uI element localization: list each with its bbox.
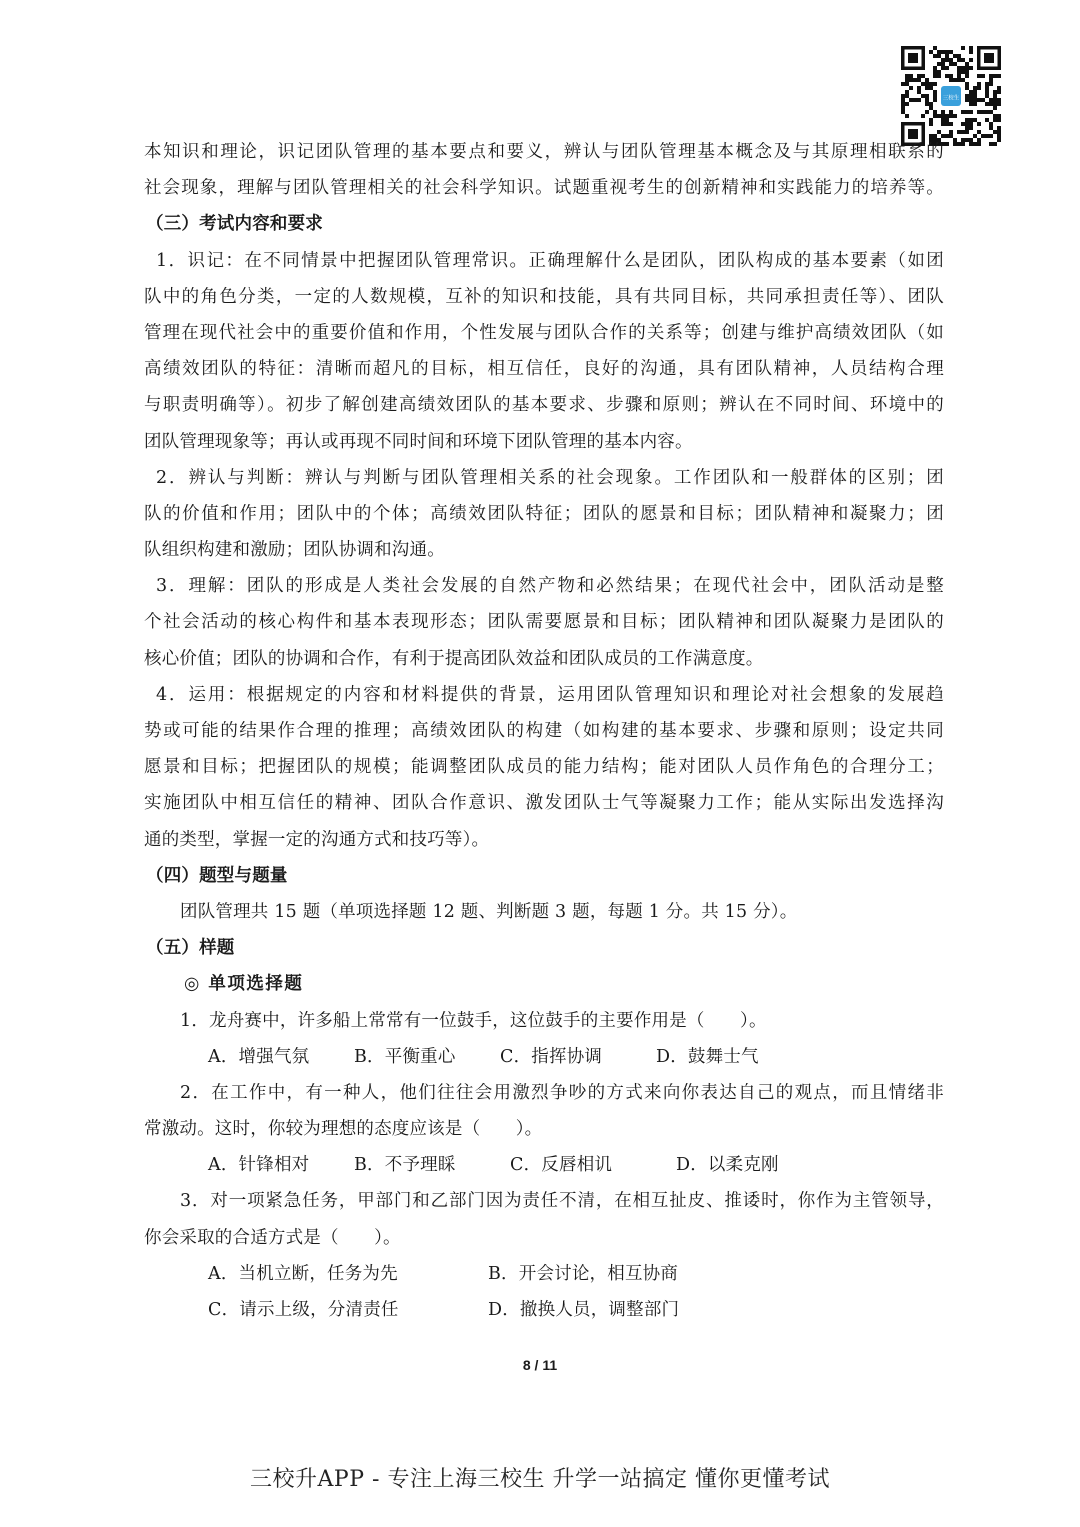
paragraph-line: 队组织构建和激励；团队协调和沟通。	[144, 540, 445, 561]
intro-line: 社会现象，理解与团队管理相关的社会科学知识。试题重视考生的创新精神和实践能力的培养等。	[144, 178, 944, 199]
intro-line: 本知识和理论，识记团队管理的基本要点和要义，辨认与团队管理基本概念及与其原理相联系的	[144, 142, 944, 162]
option-b: B．不予理睬	[354, 1155, 456, 1176]
paragraph-line: 队的价值和作用；团队中的个体；高绩效团队特征；团队的愿景和目标；团队精神和凝聚力；团	[144, 503, 944, 524]
section-4-heading: （四）题型与题量	[146, 865, 288, 886]
page-number: 8 / 11	[522, 1357, 558, 1373]
paragraph-line: 3．理解：团队的形成是人类社会发展的自然产物和必然结果；在现代社会中，团队活动是整	[156, 576, 944, 597]
paragraph-line: 管理在现代社会中的重要价值和作用，个性发展与团队合作的关系等；创建与维护高绩效团队（如	[144, 322, 944, 343]
qr-logo-text: 三校生	[942, 95, 960, 102]
question-1-options	[144, 1039, 944, 1075]
paragraph-line: 1．识记：在不同情景中把握团队管理常识。正确理解什么是团队，团队构成的基本要素（如团	[156, 250, 944, 271]
question-2: 常激动。这时，你较为理想的态度应该是（ ）。	[144, 1119, 543, 1140]
option-a: A．增强气氛	[208, 1046, 310, 1067]
footer-banner: 三校升APP - 专注上海三校生 升学一站搞定 懂你更懂考试	[250, 1467, 830, 1492]
paragraph-line: 个社会活动的核心构件和基本表现形态；团队需要愿景和目标；团队精神和团队凝聚力是团队的	[144, 612, 944, 633]
option-c: C．反唇相讥	[510, 1155, 613, 1176]
option-b: B．开会讨论，相互协商	[488, 1263, 679, 1284]
paragraph-line: 势或可能的结果作合理的推理；高绩效团队的构建（如构建的基本要求、步骤和原则；设定共同	[144, 721, 944, 741]
option-a: A．当机立断，任务为先	[208, 1263, 398, 1284]
question-type-heading: ◎ 单项选择题	[184, 974, 304, 995]
paragraph-line: 实施团队中相互信任的精神、团队合作意识、激发团队士气等凝聚力工作；能从实际出发选择沟	[144, 793, 944, 814]
paragraph-line: 高绩效团队的特征：清晰而超凡的目标，相互信任，良好的沟通，具有团队精神，人员结构合理	[144, 359, 944, 380]
question-3: 3．对一项紧急任务，甲部门和乙部门因为责任不清，在相互扯皮、推诿时，你作为主管领导，	[180, 1191, 944, 1212]
paragraph-line: 2．辨认与判断：辨认与判断与团队管理相关系的社会现象。工作团队和一般群体的区别；团	[156, 467, 944, 488]
section-5-heading: （五）样题	[146, 938, 235, 959]
question-2-options	[144, 1147, 944, 1183]
paragraph-line: 通的类型，掌握一定的沟通方式和技巧等）。	[144, 829, 490, 850]
paragraph-line: 核心价值；团队的协调和合作，有利于提高团队效益和团队成员的工作满意度。	[144, 648, 764, 669]
qr-code[interactable]	[899, 44, 1003, 148]
question-2: 2．在工作中，有一种人，他们往往会用激烈争吵的方式来向你表达自己的观点，而且情绪非	[180, 1082, 944, 1103]
option-d: D．撤换人员，调整部门	[488, 1300, 680, 1320]
option-b: B．平衡重心	[354, 1046, 456, 1067]
option-c: C．请示上级，分清责任	[208, 1300, 399, 1320]
option-d: D．以柔克刚	[676, 1155, 779, 1176]
paragraph-line: 队中的角色分类，一定的人数规模，互补的知识和技能，具有共同目标，共同承担责任等）、团队	[144, 286, 944, 307]
paragraph-line: 4．运用：根据规定的内容和材料提供的背景，运用团队管理知识和理论对社会想象的发展趋	[156, 684, 944, 705]
main-content	[144, 134, 944, 1328]
option-c: C．指挥协调	[500, 1046, 603, 1067]
paragraph-line: 团队管理共 15 题（单项选择题 12 题、判断题 3 题，每题 1 分。共 15 分）。	[180, 901, 798, 922]
paragraph-line: 与职责明确等）。初步了解创建高绩效团队的基本要求、步骤和原则；辨认在不同时间、环境中的	[144, 395, 944, 416]
section-3-heading: （三）考试内容和要求	[146, 214, 323, 235]
paragraph-line: 愿景和目标；把握团队的规模；能调整团队成员的能力结构；能对团队人员作角色的合理分工；	[144, 757, 944, 778]
option-a: A．针锋相对	[208, 1155, 310, 1176]
paragraph-line: 团队管理现象等；再认或再现不同时间和环境下团队管理的基本内容。	[144, 431, 693, 452]
option-d: D．鼓舞士气	[656, 1046, 759, 1067]
question-1: 1．龙舟赛中，许多船上常常有一位鼓手，这位鼓手的主要作用是（ ）。	[180, 1010, 767, 1031]
question-3-options	[144, 1256, 944, 1292]
question-3-options	[144, 1292, 944, 1328]
question-3: 你会采取的合适方式是（ ）。	[144, 1227, 401, 1248]
